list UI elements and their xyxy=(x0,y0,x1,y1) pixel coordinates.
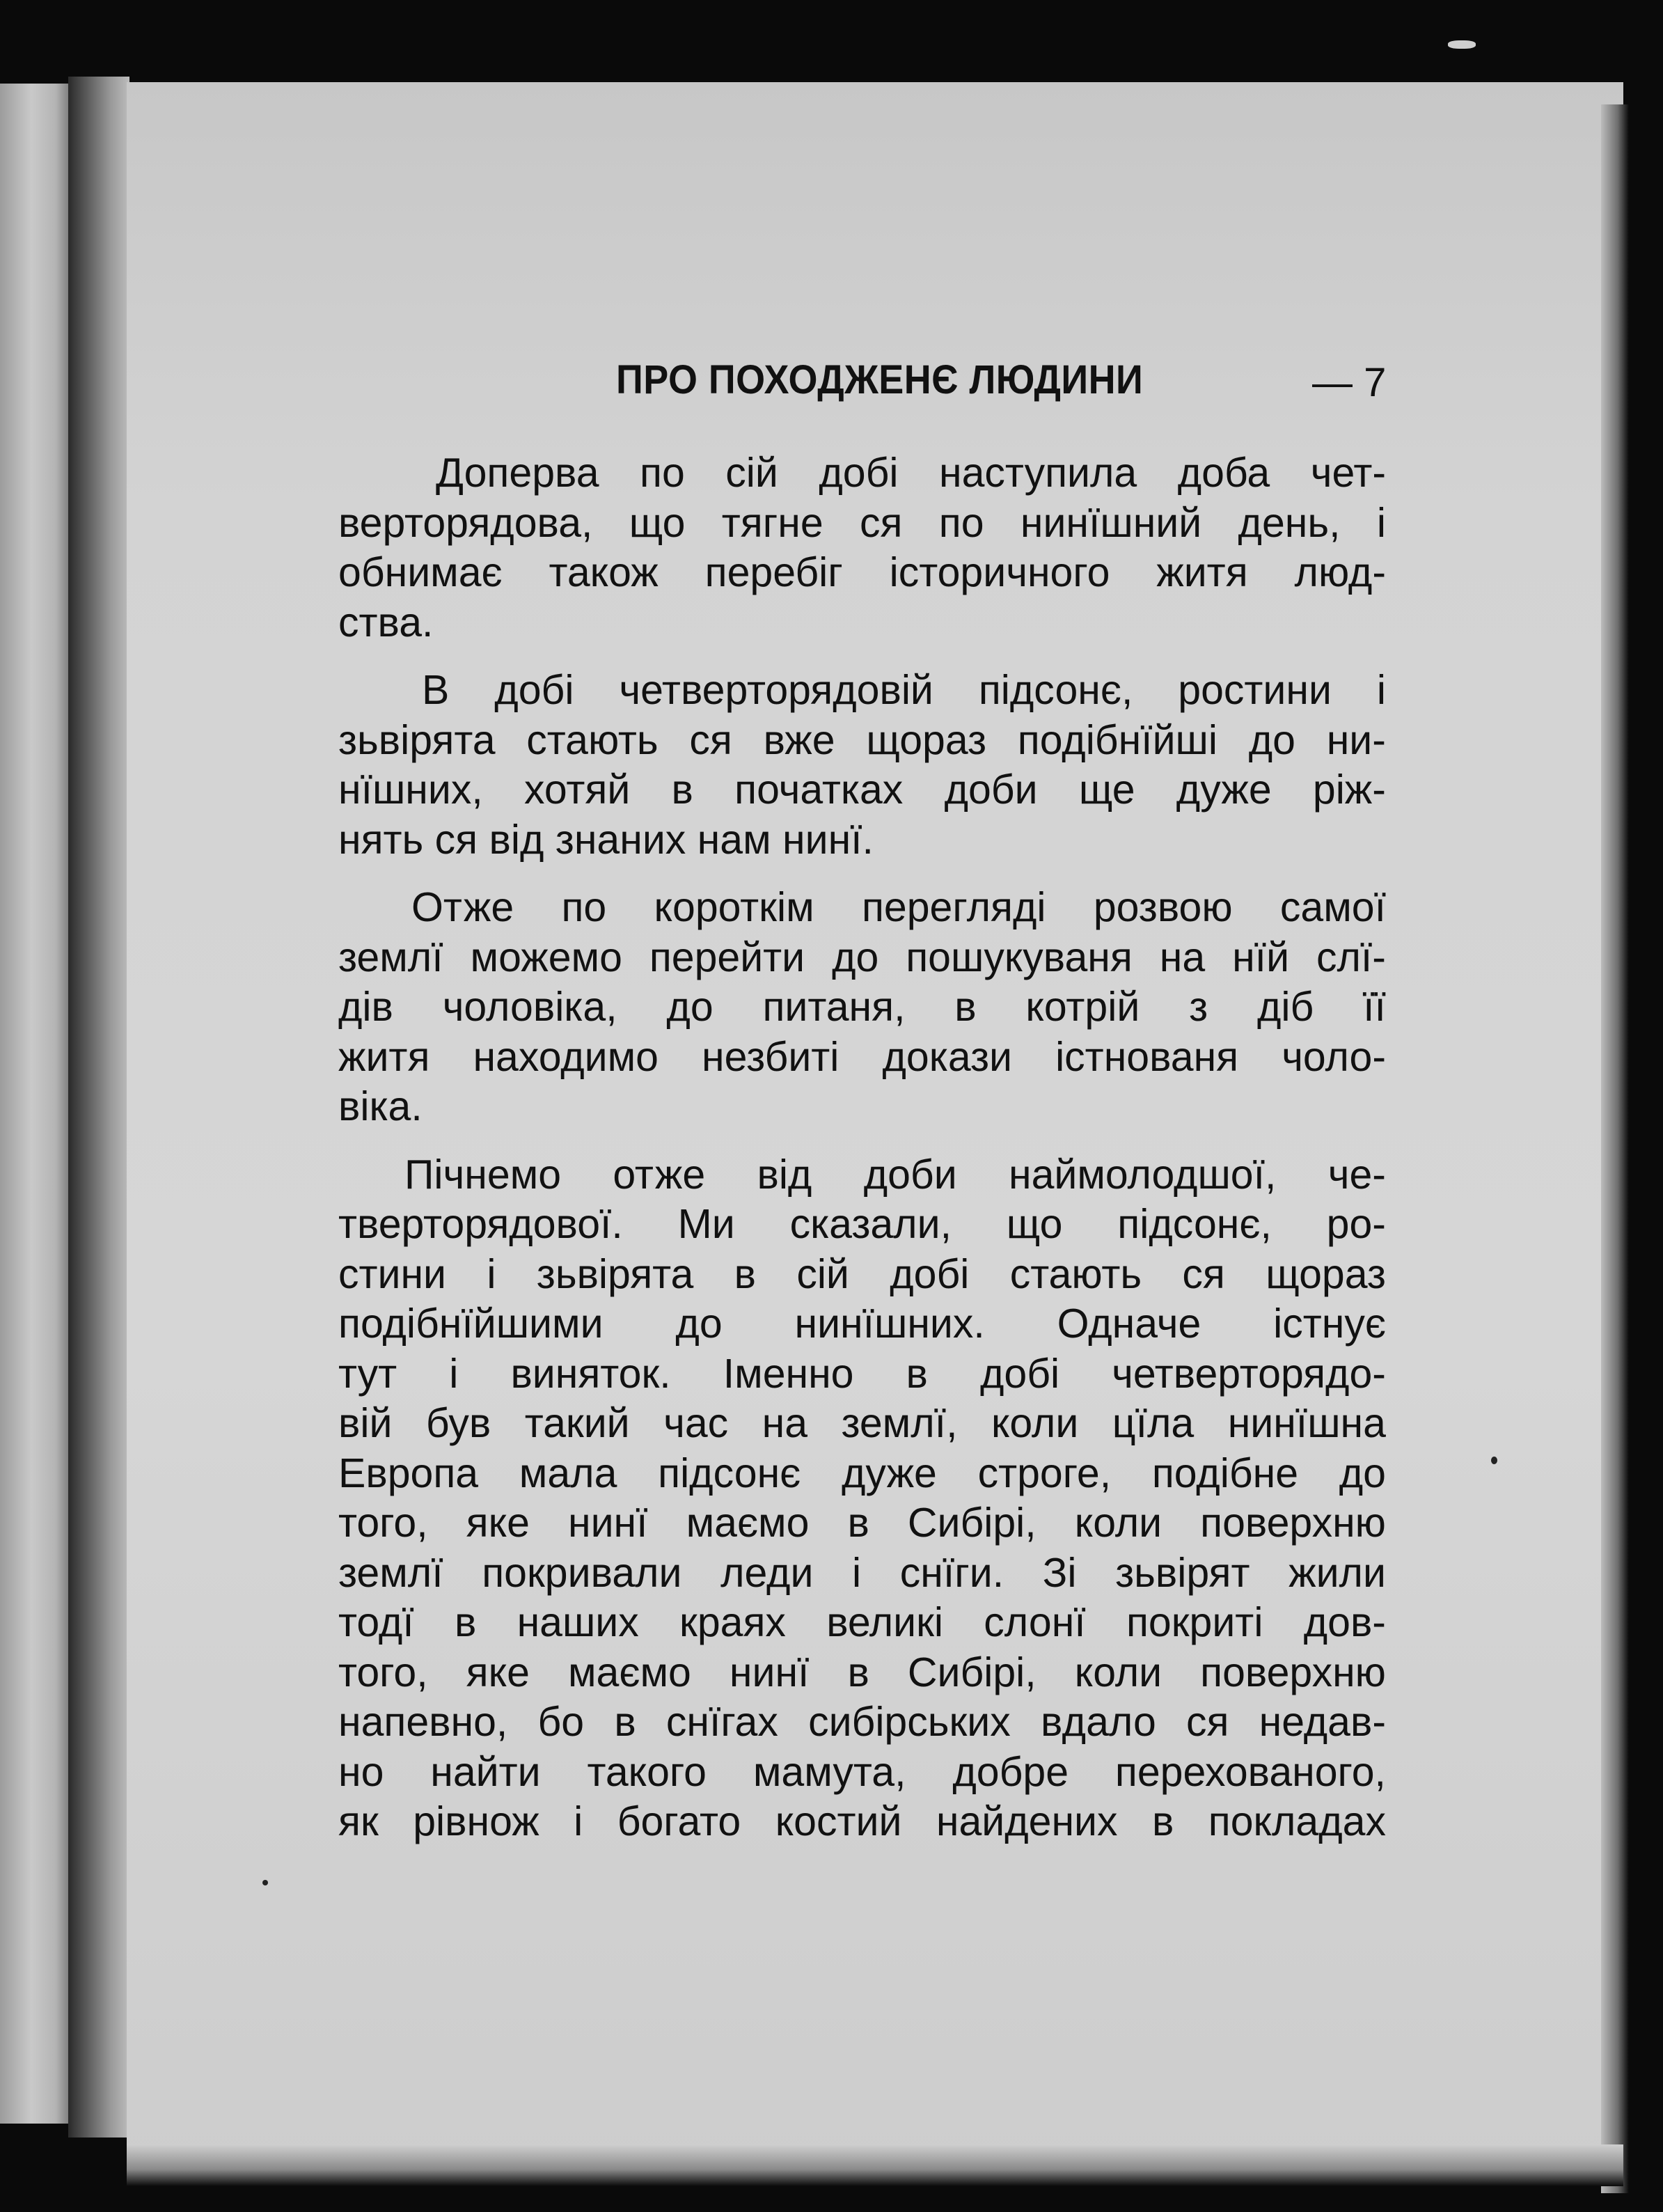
paragraph-1 xyxy=(338,448,1386,648)
text-line: В добі четверторядовій підсонє, ростини і xyxy=(422,667,1386,713)
book-gutter xyxy=(68,77,129,2138)
text-line: тут і виняток. Іменно в добі четверторядо- xyxy=(338,1350,1386,1397)
text-line: Отже по короткім перегляді розвою самої xyxy=(411,884,1386,930)
text-line: Пічнемо отже від доби наймолодшої, че- xyxy=(404,1151,1386,1198)
text-line: віка. xyxy=(338,1083,423,1129)
text-line: подібнїйшими до нинїшних. Одначе істнує xyxy=(338,1301,1386,1347)
paragraph-3 xyxy=(338,883,1386,1132)
text-line: того, яке нинї маємо в Сибірі, коли поверхню xyxy=(338,1500,1386,1546)
text-line: стини і зьвірята в сій добі стають ся щораз xyxy=(338,1250,1386,1297)
text-line: Европа мала підсонє дуже строге, подібне до xyxy=(338,1450,1386,1496)
page-right-edge-shadow xyxy=(1601,104,1629,2193)
text-line: тверторядової. Ми сказали, що підсонє, ро- xyxy=(338,1201,1386,1247)
dust-speck xyxy=(1448,40,1476,49)
text-line: ства. xyxy=(338,599,434,645)
facing-page-edge xyxy=(0,84,70,2124)
text-line: нять ся від знаних нам нинї. xyxy=(338,816,874,863)
text-line: напевно, бо в снїгах сибірських вдало ся недав- xyxy=(338,1699,1386,1745)
paragraph-4 xyxy=(338,1150,1386,1847)
text-line: Доперва по сій добі наступила доба чет- xyxy=(436,450,1386,496)
text-line: житя находимо незбиті докази істнованя чоло- xyxy=(338,1033,1386,1080)
text-line: но найти такого мамута, добре перехованого, xyxy=(338,1748,1386,1795)
text-line: верторядова, що тягне ся по нинїшний день, і xyxy=(338,499,1386,546)
page-bottom-edge-shadow xyxy=(127,2144,1623,2186)
page-number: — 7 xyxy=(1312,360,1387,405)
text-line: землї можемо перейти до пошукуваня на нїй слї- xyxy=(338,934,1386,980)
text-line: нїшних, хотяй в початках доби ще дуже ріж- xyxy=(338,767,1386,813)
text-line: як рівнож і богато костий найдених в покладах xyxy=(338,1798,1386,1844)
text-line: тодї в наших краях великі слонї покриті дов- xyxy=(338,1599,1386,1645)
dust-speck xyxy=(262,1880,268,1885)
running-head: ПРО ПОХОДЖЕНЄ ЛЮДИНИ xyxy=(616,357,1144,402)
text-line: того, яке маємо нинї в Сибірі, коли поверхню xyxy=(338,1649,1386,1695)
dust-speck xyxy=(1491,1457,1497,1464)
paragraph-2 xyxy=(338,666,1386,865)
page-header xyxy=(616,356,1403,419)
text-line: землї покривали леди і снїги. Зі зьвірят жили xyxy=(338,1549,1386,1596)
text-line: зьвірята стають ся вже щораз подібнїйші до ни- xyxy=(338,716,1386,763)
text-line: обнимає також перебіг історичного житя люд- xyxy=(338,549,1386,595)
text-line: дів чоловіка, до питаня, в котрій з діб її xyxy=(338,984,1386,1030)
body-text xyxy=(338,448,1386,1865)
text-line: вій був такий час на землї, коли цїла нинїшна xyxy=(338,1400,1386,1446)
